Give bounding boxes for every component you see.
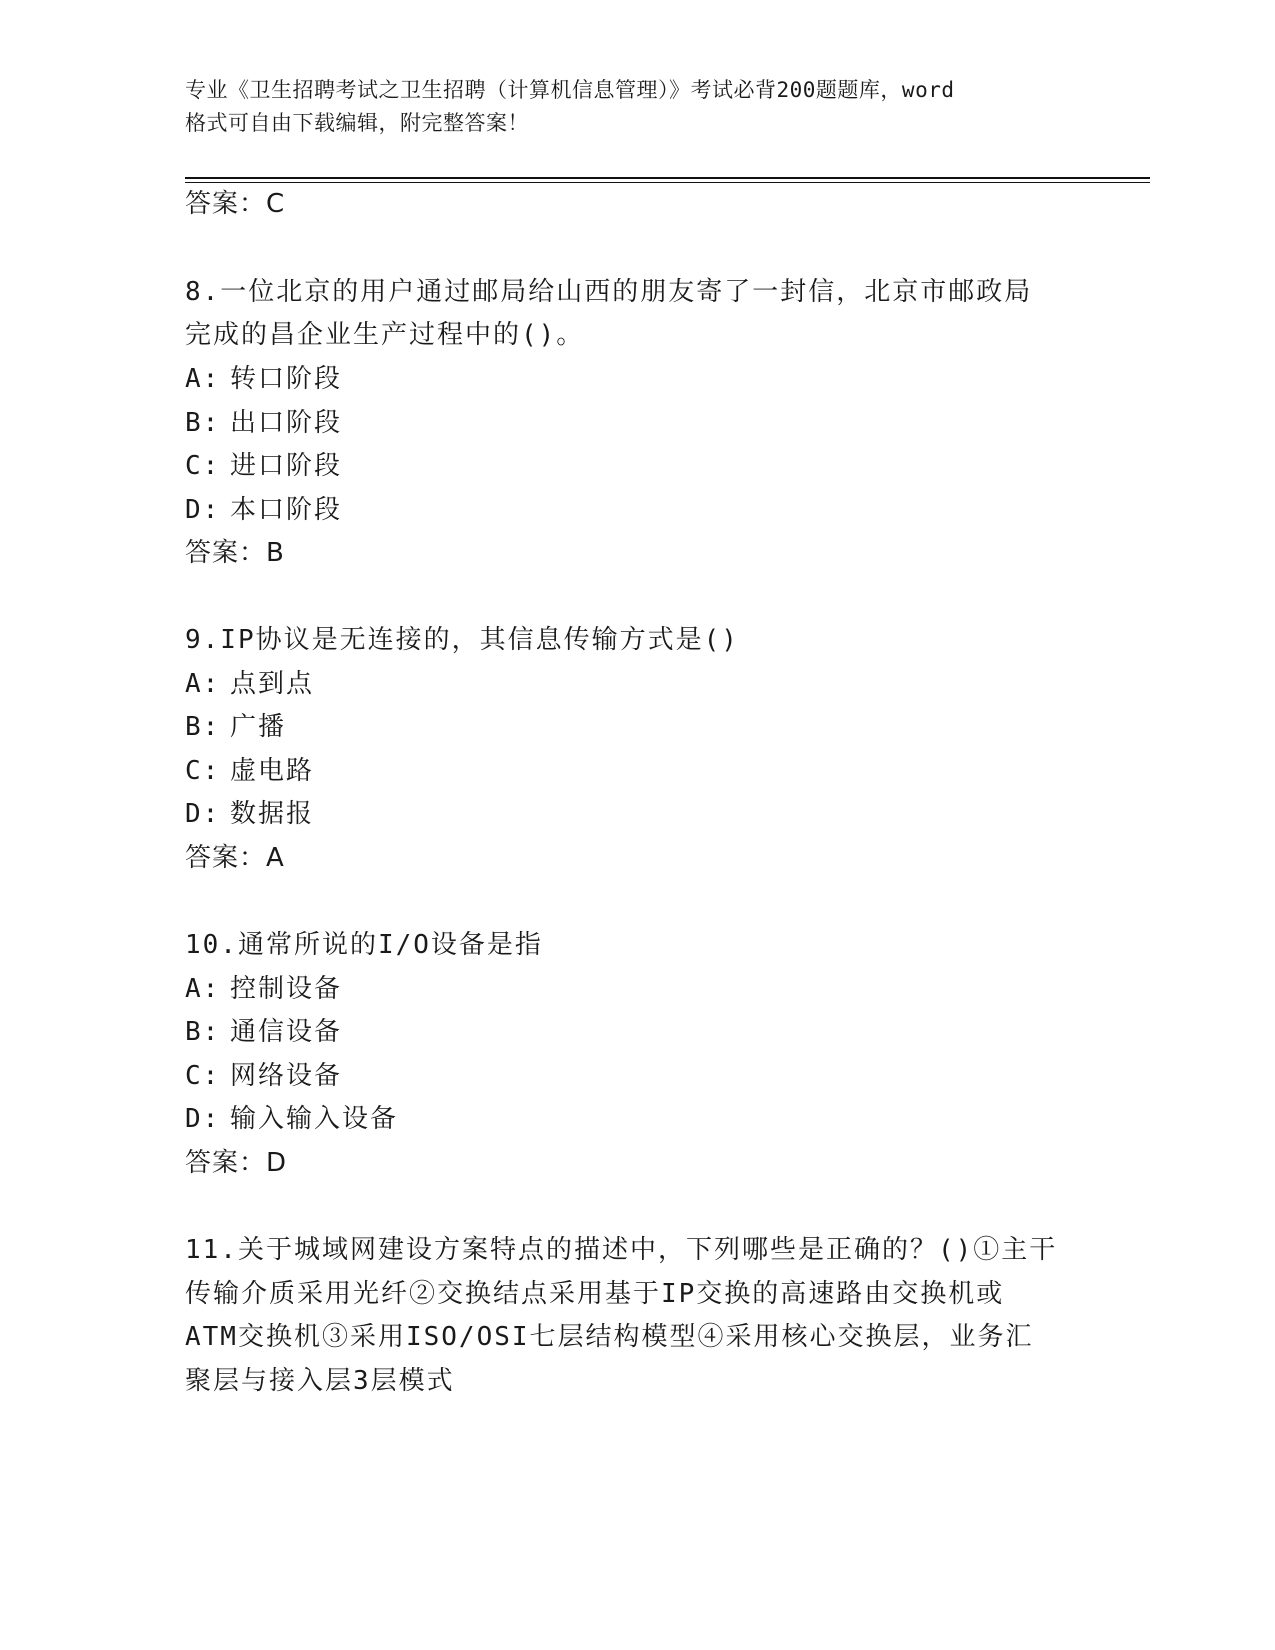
option-line [185,1017,342,1047]
option-letter: B: [185,712,221,742]
option-text: 虚电路 [230,756,315,786]
option-line [185,495,342,525]
option-letter: B: [185,1017,221,1047]
option-text: 出口阶段 [230,408,343,438]
option-line [185,1104,398,1134]
answer-prefix: 答案： [185,538,267,568]
option-text: 控制设备 [230,974,343,1004]
option-line [185,408,342,438]
header-line-2: 格式可自由下载编辑，附完整答案！ [185,111,529,135]
answer-prefix: 答案： [185,189,267,219]
question-text-line: 11.关于城域网建设方案特点的描述中，下列哪些是正确的？()①主干 [185,1235,1058,1265]
option-line [185,669,314,699]
option-line [185,799,314,829]
option-letter: D: [185,799,221,829]
answer-prefix: 答案： [185,1148,267,1178]
answer-line [185,189,285,219]
answer-value: B [266,538,285,568]
answer-value: D [266,1148,288,1178]
document-header [185,74,1085,140]
question-text-line: ATM交换机③采用ISO/OSI七层结构模型④采用核心交换层，业务汇 [185,1322,1034,1352]
option-letter: A: [185,974,221,1004]
answer-line [185,1148,287,1178]
header-line-1: 专业《卫生招聘考试之卫生招聘（计算机信息管理）》考试必背200题题库，word [185,78,955,102]
option-text: 输入输入设备 [230,1104,399,1134]
answer-value: C [266,189,286,219]
question-text-line: 传输介质采用光纤②交换结点采用基于IP交换的高速路由交换机或 [185,1279,1005,1309]
question-text-line: 聚层与接入层3层模式 [185,1366,455,1396]
answer-value: A [266,843,285,873]
option-text: 转口阶段 [230,364,343,394]
option-letter: C: [185,1061,221,1091]
option-line [185,451,342,481]
option-line [185,712,286,742]
option-letter: C: [185,451,221,481]
option-letter: B: [185,408,221,438]
option-letter: C: [185,756,221,786]
option-letter: A: [185,669,221,699]
option-text: 本口阶段 [230,495,343,525]
question-text-line: 10.通常所说的I/O设备是指 [185,930,543,960]
question-text-line: 完成的昌企业生产过程中的()。 [185,320,585,350]
question-text-line: 8.一位北京的用户通过邮局给山西的朋友寄了一封信，北京市邮政局 [185,277,1033,307]
option-text: 网络设备 [230,1061,343,1091]
answer-line [185,538,285,568]
question-text-line: 9.IP协议是无连接的，其信息传输方式是() [185,625,739,655]
option-text: 进口阶段 [230,451,343,481]
option-text: 数据报 [230,799,315,829]
option-letter: D: [185,1104,221,1134]
header-rule [185,177,1150,179]
option-text: 广播 [230,712,287,742]
answer-line [185,843,285,873]
option-line [185,974,342,1004]
option-letter: A: [185,364,221,394]
option-line [185,1061,342,1091]
answer-prefix: 答案： [185,843,267,873]
option-line [185,364,342,394]
option-letter: D: [185,495,221,525]
option-line [185,756,314,786]
option-text: 点到点 [230,669,315,699]
option-text: 通信设备 [230,1017,343,1047]
header-rule-thin [185,182,1150,183]
